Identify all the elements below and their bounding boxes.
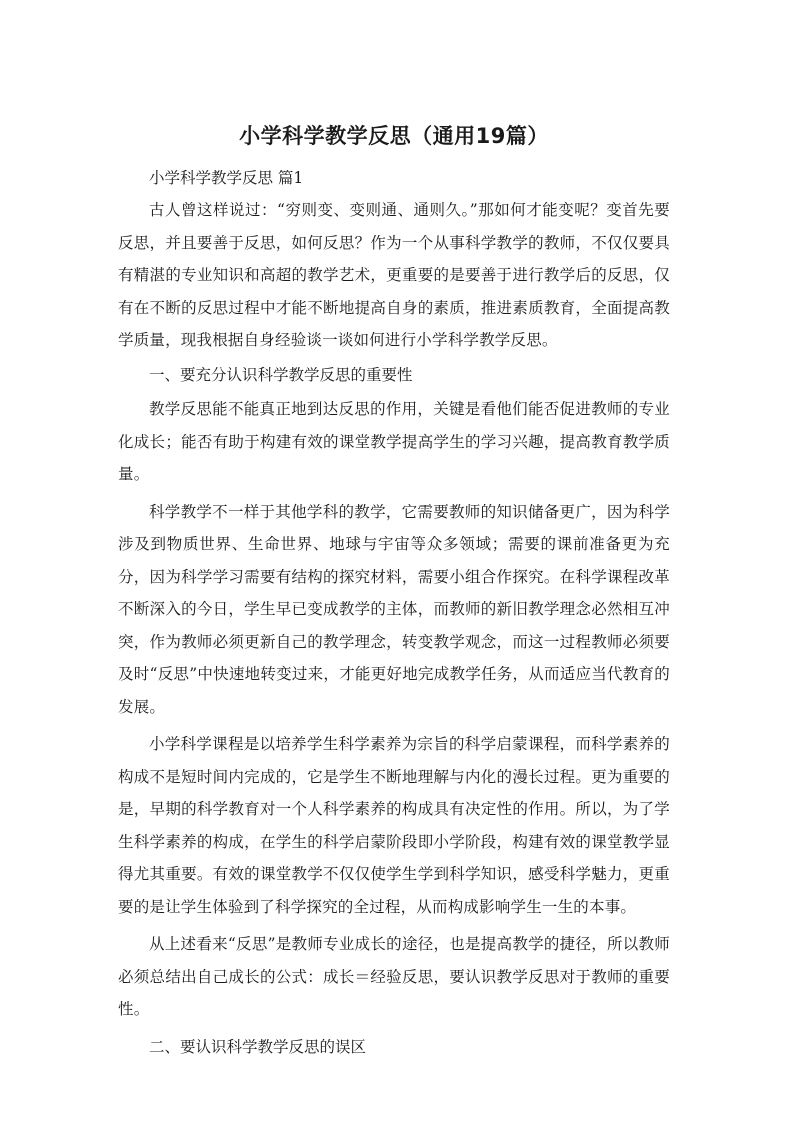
paragraph-5: 从上述看来“反思”是教师专业成长的途径，也是提高教学的捷径，所以教师必须总结出自己成长的公式：成长＝经验反思，要认识教学反思对于教师的重要性。 xyxy=(118,935,670,1018)
document-title: 小学科学教学反思（通用19篇） xyxy=(239,124,549,148)
paragraph-intro: 古人曾这样说过：“穷则变、变则通、通则久。”那如何才能变呢？变首先要反思，并且要善于反思，如何反思？作为一个从事科学教学的教师，不仅仅要具有精湛的专业知识和高超的教学艺术，更重要的是要善于进行教学后的反思，仅有在不断的反思过程中才能不断地提高自身的素质，推进素质教育，全面提高教学质量，现我根据自身经验谈一谈如何进行小学科学教学反思。 xyxy=(118,201,670,349)
paragraph-3: 科学教学不一样于其他学科的教学，它需要教师的知识储备更广，因为科学涉及到物质世界、生命世界、地球与宇宙等众多领域；需要的课前准备更为充分，因为科学学习需要有结构的探究材料，需要小组合作探究。在科学课程改革不断深入的今日，学生早已变成教学的主体，而教师的新旧教学理念必然相互冲突，作为教师必须更新自己的教学理念，转变教学观念，而这一过程教师必须要及时“反思”中快速地转变过来，才能更好地完成教学任务，从而适应当代教育的发展。 xyxy=(118,502,670,716)
paragraph-4: 小学科学课程是以培养学生科学素养为宗旨的科学启蒙课程，而科学素养的构成不是短时间内完成的，它是学生不断地理解与内化的漫长过程。更为重要的是，早期的科学教育对一个人科学素养的构成具有决定性的作用。所以，为了学生科学素养的构成，在学生的科学启蒙阶段即小学阶段，构建有效的课堂教学显得尤其重要。有效的课堂教学不仅仅使学生学到科学知识，感受科学魅力，更重要的是让学生体验到了科学探究的全过程，从而构成影响学生一生的本事。 xyxy=(118,735,670,916)
section-heading-2: 二、要认识科学教学反思的误区 xyxy=(149,1037,367,1056)
section-subtitle: 小学科学教学反思 篇1 xyxy=(149,169,304,187)
paragraph-2: 教学反思能不能真正地到达反思的作用，关键是看他们能否促进教师的专业化成长；能否有助于构建有效的课堂教学提高学生的学习兴趣，提高教育教学质量。 xyxy=(118,400,670,483)
document-page xyxy=(118,118,670,1065)
section-heading-1: 一、要充分认识科学教学反思的重要性 xyxy=(149,365,413,384)
